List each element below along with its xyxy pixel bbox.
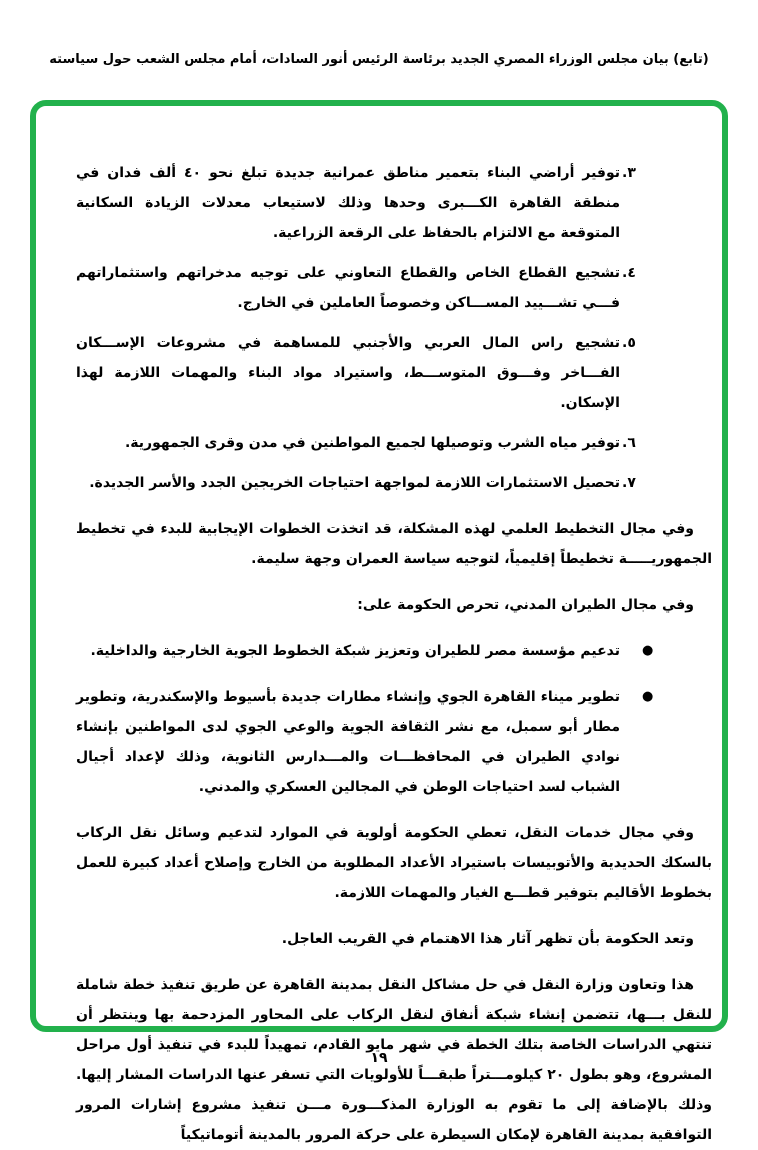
item-number: ٧. <box>622 475 636 491</box>
item-number: ٤. <box>622 265 636 281</box>
bullet-icon: ● <box>642 643 654 658</box>
paragraph-aviation-intro: وفي مجال الطيران المدني، تحرص الحكومة على: <box>357 597 694 613</box>
page-header: (تابع) بيان مجلس الوزراء المصري الجديد برئاسة الرئيس أنور السادات، أمام مجلس الشعب حول سياسته <box>49 52 709 67</box>
numbered-item-7 <box>76 468 712 498</box>
paragraph-promise: وتعد الحكومة بأن تظهر آثار هذا الاهتمام في القريب العاجل. <box>281 931 694 947</box>
item-number: ٦. <box>622 435 636 451</box>
numbered-item-5 <box>76 328 712 418</box>
bullet-text: تدعيم مؤسسة مصر للطيران وتعزيز شبكة الخطوط الجوية الخارجية والداخلية. <box>90 643 620 659</box>
item-number: ٥. <box>622 335 636 351</box>
item-text: توفير أراضي البناء بتعمير مناطق عمرانية جديدة تبلغ نحو ٤٠ ألف فدان في منطقة القاهرة الكـــبرى وحدها وذلك لاستيعاب معدلات الزيادة السكانية المتوقعة مع الالتزام بالحفاظ على الرقعة الزراعية. <box>76 165 620 241</box>
page-number: ١٩ <box>370 1050 388 1066</box>
item-number: ٣. <box>622 165 636 181</box>
item-text: تشجيع القطاع الخاص والقطاع التعاوني على توجيه مدخراتهم واستثماراتهم فـــي تشـــييد المســـاكن وخصوصاً العاملين في الخارج. <box>76 265 620 311</box>
item-text: تشجيع راس المال العربي والأجنبي للمساهمة في مشروعات الإســـكان الفـــاخر وفـــوق المتوســـط، واستيراد مواد البناء والمهمات اللازمة لهذا الإسكان. <box>76 335 620 411</box>
item-text: تحصيل الاستثمارات اللازمة لمواجهة احتياجات الخريجين الجدد والأسر الجديدة. <box>89 475 620 491</box>
paragraph-metro: هذا وتعاون وزارة النقل في حل مشاكل النقل بمدينة القاهرة عن طريق تنفيذ خطة شاملة للنقل بـــها، تتضمن إنشاء شبكة أنفاق لنقل الركاب على المحاور المزدحمة بها وينتظر أن تنتهي الدراسات الخاصة بتلك الخطة في شهر مايو القادم، تمهيداً للبدء في تنفيذ أول مراحل المشروع، وهو بطول ٢٠ كيلومـــتراً طبقـــاً للأولويات التي تسفر عنها الدراسات المشار إليها. وذلك بالإضافة إلى ما تقوم به الوزارة المذكـــورة مـــن تنفيذ مشروع إشارات المرور التوافقية بمدينة القاهرة لإمكان السيطرة على حركة المرور بالمدينة أتوماتيكياً <box>76 977 712 1143</box>
bullet-icon: ● <box>642 689 654 704</box>
numbered-item-3 <box>76 158 712 248</box>
item-text: توفير مياه الشرب وتوصيلها لجميع المواطنين في مدن وقرى الجمهورية. <box>124 435 620 451</box>
numbered-item-6 <box>76 428 712 458</box>
bullet-text: تطوير ميناء القاهرة الجوي وإنشاء مطارات جديدة بأسيوط والإسكندرية، وتطوير مطار أبو سمبل، مع نشر الثقافة الجوية والوعي الجوي لدى المواطنين بإنشاء نوادي الطيران في المحافظـــات والمـــدارس الثانوية، وذلك لإعداد أجيال الشباب لسد احتياجات الوطن في المجالين العسكري والمدني. <box>76 689 620 795</box>
bullet-item-airports <box>76 682 712 802</box>
bullet-item-airline <box>76 636 712 666</box>
numbered-item-4 <box>76 258 712 318</box>
paragraph-transport: وفي مجال خدمات النقل، تعطي الحكومة أولوية في الموارد لتدعيم وسائل نقل الركاب بالسكك الحديدية والأتوبيسات باستيراد الأعداد المطلوبة من الخارج وإصلاح أعداد كبيرة للعمل بخطوط الأقاليم بتوفير قطـــع الغيار والمهمات اللازمة. <box>76 825 712 901</box>
paragraph-planning: وفي مجال التخطيط العلمي لهذه المشكلة، قد اتخذت الخطوات الإيجابية للبدء في تخطيط الجمهوريـــــة تخطيطاً إقليمياً، لتوجيه سياسة العمران وجهة سليمة. <box>76 521 712 567</box>
